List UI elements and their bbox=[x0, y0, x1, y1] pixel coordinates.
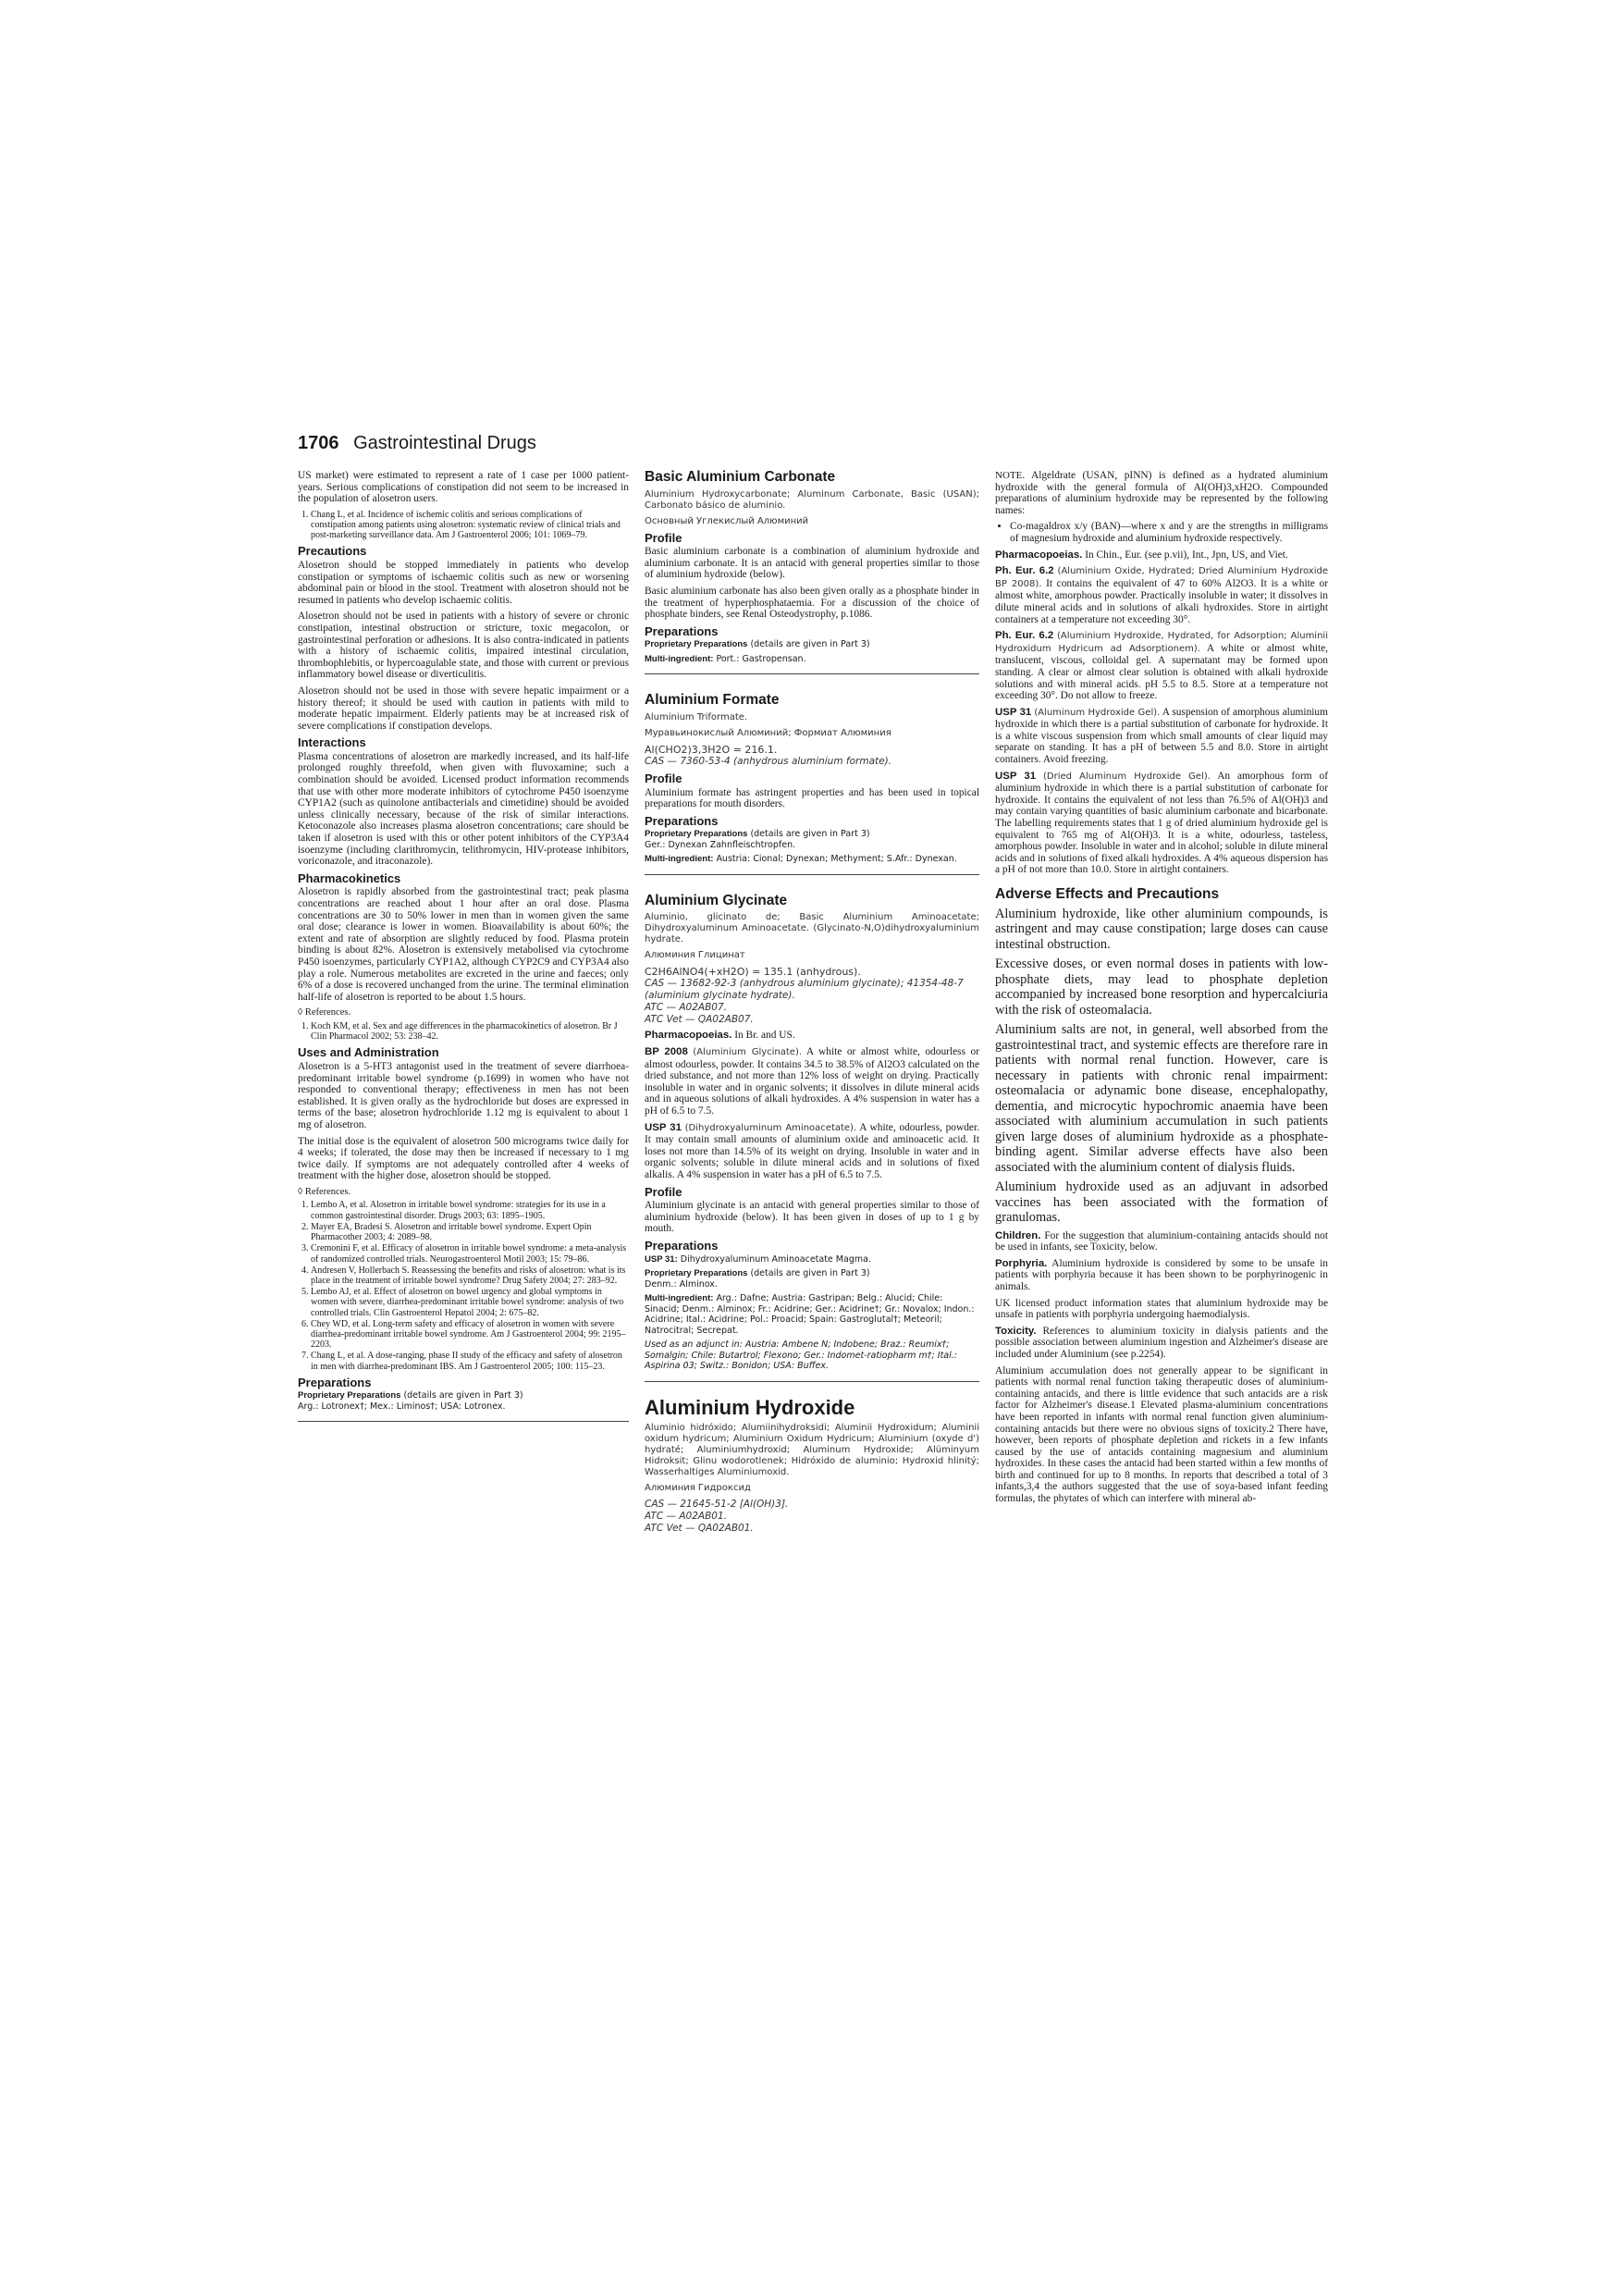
usp-label: USP 31 bbox=[995, 706, 1032, 718]
multi-ingredient-list: Port.: Gastropensan. bbox=[716, 653, 806, 664]
paragraph: Excessive doses, or even normal doses in patients with low-phosphate diets, may lead to phosphate depletion accompanied by increased bone resorption and hypercalciuria with the risk of osteomalacia. bbox=[995, 957, 1328, 1018]
proprietary-list: Arg.: Lotronex†; Mex.: Liminos†; USA: Lotronex. bbox=[298, 1401, 506, 1412]
bullet-item: • Co-magaldrox x/y (BAN)—where x and y are the strengths in milligrams of magnesium hydroxide and aluminium hydroxide respectively. bbox=[1010, 521, 1328, 544]
reference-item: 1. Lembo A, et al. Alosetron in irritable bowel syndrome: strategies for its use in a common gastrointestinal disorder. Drugs 2003; 63: 1895–1905. bbox=[311, 1200, 629, 1220]
paragraph: Aluminium glycinate is an antacid with general properties similar to those of aluminium hydroxide (below). It has been given in doses of up to 1 g by mouth. bbox=[645, 1200, 979, 1235]
pharmacopoeias bbox=[645, 1030, 979, 1042]
section-divider bbox=[298, 1421, 629, 1422]
multi-ingredient-label: Multi-ingredient: bbox=[645, 653, 714, 664]
proprietary-note: (details are given in Part 3) bbox=[750, 639, 870, 650]
usp-monograph bbox=[995, 707, 1328, 766]
usp-monograph bbox=[645, 1122, 979, 1181]
paragraph: Aluminium formate has astringent properties and has been used in topical preparations for mouth disorders. bbox=[645, 786, 979, 810]
proprietary-preparations bbox=[645, 1268, 979, 1290]
multi-ingredient-list: Arg.: Dafne; Austria: Gastripan; Belg.: Alucid; Chile: Sinacid; Denm.: Alminox; Fr.: Acidrine; Ger.: Acidrine†; Gr.: Novalox; Indon.: Acidrine; Ital.: Acidrine; Pol.: Proacid; Spain: Gastroglutal†; Meteoril; Natrocitral; Secrepat. bbox=[645, 1293, 975, 1336]
paragraph: Basic aluminium carbonate is a combination of aluminium hydroxide and aluminium carbonate. It is an antacid with general properties similar to those of aluminium hydroxide (below). bbox=[645, 546, 979, 581]
usp-prep-list: Dihydroxyaluminum Aminoacetate Magma. bbox=[680, 1253, 871, 1265]
molecular-formula: Al(CHO2)3,3H2O = 216.1. bbox=[645, 743, 778, 756]
proprietary-label: Proprietary Preparations bbox=[645, 1268, 748, 1278]
atc-vet-code: ATC Vet — QA02AB07. bbox=[645, 1014, 754, 1026]
proprietary-note: (details are given in Part 3) bbox=[403, 1390, 523, 1401]
pheur-name: (Aluminium Hydroxide, Hydrated, for Adsorption; Aluminii Hydroxidum Hydricum ad Adsorptionem). bbox=[995, 631, 1328, 654]
profile-heading: Profile bbox=[645, 771, 682, 785]
pharmacopoeias-label: Pharmacopoeias. bbox=[645, 1030, 732, 1042]
paragraph: The initial dose is the equivalent of alosetron 500 micrograms twice daily for 4 weeks; if tolerated, the dose may then be increased if necessary to 1 mg twice daily. If symptoms are not adequately controlled after 4 weeks of treatment with the higher dose, alosetron should be stopped. bbox=[298, 1135, 629, 1182]
cas-number: CAS — 7360-53-4 (anhydrous aluminium formate). bbox=[645, 755, 892, 767]
proprietary-label: Proprietary Preparations bbox=[645, 639, 748, 650]
atc-vet-code: ATC Vet — QA02AB01. bbox=[645, 1523, 754, 1535]
usp-name: (Dried Aluminum Hydroxide Gel). bbox=[1042, 771, 1211, 782]
proprietary-preparations bbox=[645, 829, 979, 850]
bullet-list bbox=[995, 521, 1328, 544]
paragraph: Aluminium salts are not, in general, well absorbed from the gastrointestinal tract, and systemic effects are therefore rare in patients with normal renal function. However, care is necessary in patients with chronic renal impairment: osteomalacia or adynamic bone disease, encephalopathy, dementia, and microcytic hypochromic anaemia have been associated with aluminium accumulation in such patients given large doses of aluminium hydroxide as a phosphate-binding agent. Similar adverse effects have also been associated with the aluminium content of dialysis fluids. bbox=[995, 1022, 1328, 1175]
pheur-name: (Aluminium Oxide, Hydrated; Dried Aluminium Hydroxide BP 2008). bbox=[995, 566, 1328, 589]
page-header bbox=[298, 433, 1326, 454]
proprietary-note: (details are given in Part 3) bbox=[750, 829, 870, 840]
column-2 bbox=[645, 470, 979, 1535]
section-divider bbox=[645, 874, 979, 875]
children-label: Children. bbox=[995, 1229, 1041, 1241]
adverse-effects-heading: Adverse Effects and Precautions bbox=[995, 886, 1220, 902]
usp-label: USP 31 bbox=[995, 770, 1037, 782]
pharmacopoeias bbox=[995, 549, 1328, 562]
porphyria-section bbox=[995, 1258, 1328, 1293]
column-1 bbox=[298, 470, 629, 1442]
molecular-formula: C2H6AlNO4(+xH2O) = 135.1 (anhydrous). bbox=[645, 966, 861, 979]
pheur-monograph bbox=[995, 565, 1328, 625]
cyrillic-name: Алюминия Гидроксид bbox=[645, 1483, 751, 1494]
bp-text: A white or almost white, odourless or almost odourless, powder. It contains 34.5 to 38.5% of Al2O3 calculated on the dried substance, and not more than 12% loss of weight on drying. Practically insoluble in water and in organic solvents; it dissolves in dilute mineral acids and in aqueous solutions of alkali hydroxides. A 4% suspension in water has a pH of 6.5 to 7.5. bbox=[645, 1046, 980, 1117]
proprietary-label: Proprietary Preparations bbox=[298, 1390, 401, 1401]
paragraph: Aluminium hydroxide, like other aluminium compounds, is astringent and may cause constipation; large doses can cause intestinal obstruction. bbox=[995, 906, 1328, 952]
usp-text: An amorphous form of aluminium hydroxide in which there is a partial substitution of carbonate for hydroxide. It contains the equivalent of not less than 76.5% of Al(OH)3 and may contain varying quantities of basic aluminium carbonate and bicarbonate. The labelling requirements states that 1 g of dried aluminium hydroxide gel is equivalent to 765 mg of Al(OH)3. It is a white, odourless, tasteless, amorphous powder. Insoluble in water and in alcohol; soluble in dilute mineral acids and in solutions of fixed alkali hydroxides. A 4% aqueous dispersion has a pH of not more than 10.0. Store in airtight containers. bbox=[995, 770, 1328, 876]
usp-text: A white, odourless, powder. It may contain small amounts of aluminium oxide and aminoacetic acid. It loses not more than 14.5% of its weight on drying. Insoluble in water and in organic solvents; soluble in dilute mineral acids and in solutions of fixed alkalis. A 4% suspension in water has a pH of 6.5 to 7.5. bbox=[645, 1121, 979, 1180]
usp-name: (Aluminum Hydroxide Gel). bbox=[1034, 707, 1161, 718]
proprietary-note: (details are given in Part 3) bbox=[750, 1268, 870, 1278]
usp-label: USP 31 bbox=[645, 1121, 682, 1133]
usp-name: (Dihydroxyaluminum Aminoacetate). bbox=[684, 1122, 857, 1133]
monograph-title-aluminium-hydroxide: Aluminium Hydroxide bbox=[645, 1395, 855, 1419]
children-section bbox=[995, 1230, 1328, 1253]
children-text: For the suggestion that aluminium-containing antacids should not be used in infants, see Toxicity, below. bbox=[995, 1229, 1328, 1253]
monograph-title-aluminium-glycinate: Aluminium Glycinate bbox=[645, 892, 788, 908]
reference-item: 4. Andresen V, Hollerbach S. Reassessing the benefits and risks of alosetron: what is its place in the treatment of irritable bowel syndrome? Drug Safety 2004; 27: 283–92. bbox=[311, 1265, 629, 1286]
multi-ingredient-list: Austria: Cional; Dynexan; Methyment; S.Afr.: Dynexan. bbox=[716, 854, 957, 865]
paragraph: Alosetron should not be used in patients with a history of severe or chronic constipation, intestinal obstruction or stricture, toxic megacolon, or gastrointestinal perforation or adhesions. It is also contra-indicated in patients with a history of ischaemic colitis, impaired intestinal circulation, thrombophlebitis, or hypercoagulable state, and those with current or previous inflammatory bowel disease or diverticulitis. bbox=[298, 611, 629, 681]
paragraph: Aluminium hydroxide used as an adjuvant in adsorbed vaccines has been associated with the formation of granulomas. bbox=[995, 1179, 1328, 1226]
monograph-title-basic-aluminium-carbonate: Basic Aluminium Carbonate bbox=[645, 469, 836, 485]
profile-heading: Profile bbox=[645, 1184, 682, 1199]
paragraph: Plasma concentrations of alosetron are markedly increased, and its half-life prolonged roughly threefold, when given with fluvoxamine; such a combination should be avoided. Licensed product information recommends that use with other more moderate inhibitors of cytochrome P450 isoenzyme CYP1A2 (such as quinolone antibacterials and cimetidine) should be avoided unless clinically necessary, because of the risk of similar interactions. Ketoconazole also increases plasma alosetron concentrations; care should be taken if alosetron is used with this or other potent inhibitors of the CYP3A4 isoenzyme (including clarithromycin, telithromycin, HIV-protease inhibitors, voriconazole, and itraconazole). bbox=[298, 750, 629, 868]
synonyms: Aluminio hidróxido; Alumiinihydroksidi; Aluminii Hydroxidum; Aluminii oxidum hydricum; Aluminium Oxidum Hydricum; Aluminium (oxyde d') hydraté; Aluminiumhydroxid; Aluminum Hydroxide; Alüminyum Hidroksit; Glinu wodorotlenek; Hidróxido de aluminio; Hydroxid hlinitý; Wasserhaltiges Aluminiumoxid. bbox=[645, 1423, 979, 1478]
pharmacokinetics-heading: Pharmacokinetics bbox=[298, 870, 401, 885]
proprietary-list: Denm.: Alminox. bbox=[645, 1278, 718, 1290]
pheur-text: A white or almost white, translucent, viscous, colloidal gel. A supernatant may be formed upon standing. A clear or almost clear solution is obtained with alkali hydroxide solutions and with mineral acids. pH 5.5 to 8.5. Store at a temperature not exceeding 30°. Do not allow to freeze. bbox=[995, 642, 1329, 702]
cyrillic-name: Алюминия Глицинат bbox=[645, 950, 745, 961]
official-preparations bbox=[645, 1254, 979, 1265]
paragraph: Alosetron should be stopped immediately in patients who develop constipation or symptoms of ischaemic colitis such as new or worsening abdominal pain or blood in the stool. Treatment with alosetron should not be resumed in patients who develop ischaemic colitis. bbox=[298, 559, 629, 606]
pheur-text: It contains the equivalent of 47 to 60% Al2O3. It is a white or almost white, amorphous powder. Practically insoluble in water; it dissolves in dilute mineral acids and in solutions of alkali hydroxides. Store in airtight containers at a temperature not exceeding 30°. bbox=[995, 577, 1328, 625]
bp-monograph bbox=[645, 1046, 979, 1117]
reference-item: 6. Chey WD, et al. Long-term safety and efficacy of alosetron in women with severe diarrhea-predominant irritable bowel syndrome. Am J Gastroenterol 2004; 99: 2195–2203. bbox=[311, 1319, 629, 1351]
atc-code: ATC — A02AB07. bbox=[645, 1002, 727, 1014]
reference-item: 1. Koch KM, et al. Sex and age differences in the pharmacokinetics of alosetron. Br J Clin Pharmacol 2002; 53: 238–42. bbox=[311, 1021, 629, 1042]
reference-item: 2. Mayer EA, Bradesi S. Alosetron and irritable bowel syndrome. Expert Opin Pharmacother 2003; 4: 2089–98. bbox=[311, 1222, 629, 1242]
references-label: ◊ References. bbox=[298, 1007, 351, 1018]
paragraph: Basic aluminium carbonate has also been given orally as a phosphate binder in the treatment of hyperphosphataemia. For a discussion of the choice of phosphate binders, see Renal Osteodystrophy, p.1086. bbox=[645, 585, 979, 621]
usp-monograph bbox=[995, 771, 1328, 876]
pheur-label: Ph. Eur. 6.2 bbox=[995, 565, 1054, 577]
preparations-heading: Preparations bbox=[645, 623, 719, 638]
paragraph: Alosetron is a 5-HT3 antagonist used in the treatment of severe diarrhoea-predominant irritable bowel syndrome (p.1699) in women who have not responded to conventional therapy; effectiveness in men has not been established. It is given orally as the hydrochloride but doses are expressed in terms of the base; alosetron hydrochloride 1.12 mg is equivalent to about 1 mg of alosetron. bbox=[298, 1060, 629, 1130]
cas-number: CAS — 13682-92-3 (anhydrous aluminium glycinate); 41354-48-7 (aluminium glycinate hydrate). bbox=[645, 978, 964, 1002]
intro-paragraph: US market) were estimated to represent a rate of 1 case per 1000 patient-years. Serious complications of constipation did not seem to be increased in the population of alosetron users. bbox=[298, 470, 629, 505]
porphyria-text: Aluminium hydroxide is considered by some to be unsafe in patients with porphyria because it has been shown to be porphyrinogenic in animals. bbox=[995, 1257, 1328, 1292]
multi-ingredient bbox=[645, 654, 979, 665]
monograph-title-aluminium-formate: Aluminium Formate bbox=[645, 692, 780, 709]
nomenclature-note bbox=[995, 470, 1328, 516]
preparations-heading: Preparations bbox=[298, 1375, 372, 1389]
pharmacopoeias-label: Pharmacopoeias. bbox=[995, 549, 1083, 561]
cas-number: CAS — 21645-51-2 [Al(OH)3]. bbox=[645, 1499, 789, 1511]
references-label: ◊ References. bbox=[298, 1186, 351, 1197]
running-head: Gastrointestinal Drugs bbox=[353, 433, 536, 453]
preparations-heading: Preparations bbox=[645, 1238, 719, 1253]
page-number: 1706 bbox=[298, 433, 339, 453]
multi-ingredient-label: Multi-ingredient: bbox=[645, 854, 714, 865]
interactions-heading: Interactions bbox=[298, 735, 366, 750]
toxicity-label: Toxicity. bbox=[995, 1325, 1037, 1337]
usp-prep-label: USP 31: bbox=[645, 1253, 678, 1265]
toxicity-text: References to aluminium toxicity in dialysis patients and the possible association between aluminium ingestion and Alzheimer's disease are included under Aluminium (see p.2254). bbox=[995, 1325, 1328, 1360]
synonyms: Aluminium Hydroxycarbonate; Aluminum Carbonate, Basic (USAN); Carbonato básico de aluminio. bbox=[645, 488, 979, 511]
synonyms: Aluminium Triformate. bbox=[645, 711, 748, 722]
reference-list bbox=[298, 1200, 629, 1371]
synonyms: Aluminio, glicinato de; Basic Aluminium Aminoacetate; Dihydroxyaluminum Aminoacetate. (Glycinato-N,O)dihydroxyaluminium hydrate. bbox=[645, 912, 979, 945]
uses-heading: Uses and Administration bbox=[298, 1045, 439, 1060]
atc-code: ATC — A02AB01. bbox=[645, 1511, 727, 1523]
paragraph: Alosetron is rapidly absorbed from the gastrointestinal tract; peak plasma concentrations are reached about 1 hour after an oral dose. Plasma concentrations are 30 to 50% lower in men than in women given the same oral dose; clearance is lower in women. Bioavailability is about 60%; the extent and rate of absorption are slightly reduced by food. Plasma protein binding is about 82%. Alosetron is extensively metabolised via cytochrome P450 isoenzymes, particularly CYP1A2, although CYP2C9 and CYP3A4 also play a role. Numerous metabolites are excreted in the urine and faeces; only 6% of a dose is recovered unchanged from the urine. The terminal elimination half-life of alosetron is reported to be about 1.5 hours. bbox=[298, 886, 629, 1003]
section-divider bbox=[645, 1381, 979, 1382]
pheur-label: Ph. Eur. 6.2 bbox=[995, 630, 1054, 642]
multi-ingredient-label: Multi-ingredient: bbox=[645, 1293, 714, 1303]
pharmacopoeias-text: In Chin., Eur. (see p.vii), Int., Jpn, US, and Viet. bbox=[1085, 549, 1288, 561]
paragraph: UK licensed product information states that aluminium hydroxide may be unsafe in patients with porphyria undergoing haemodialysis. bbox=[995, 1297, 1328, 1321]
usp-text: A suspension of amorphous aluminium hydroxide in which there is a partial substitution of carbonate for hydroxide. It is a white viscous suspension from which small amounts of clear liquid may separate on standing. It has a pH of between 5.5 and 8.0. Store in airtight containers. Avoid freezing. bbox=[995, 706, 1328, 766]
toxicity-section bbox=[995, 1326, 1328, 1361]
paragraph: Aluminium accumulation does not generally appear to be significant in patients with normal renal function taking therapeutic doses of aluminium-containing antacids, and there is little evidence that such antacids are a risk factor for Alzheimer's disease.1 Elevated plasma-aluminium concentrations have been reported in infants with normal renal function given aluminium-containing antacids but there were no obvious signs of toxicity.2 There have, however, been reports of phosphate depletion and rickets in a few infants caused by the use of antacids containing magnesium and aluminium hydroxides. In these cases the antacid had been started within a few months of birth and continued for up to 8 months. In reports that described a total of 3 infants,3,4 the authors suggested that the use of soya-based infant feeding formulas, the phytates of which can interfere with mineral ab- bbox=[995, 1364, 1328, 1505]
proprietary-preparations bbox=[645, 639, 979, 650]
cyrillic-name: Муравьинокислый Алюминий; Формиат Алюминия bbox=[645, 727, 891, 738]
pheur-monograph bbox=[995, 630, 1328, 702]
bp-label: BP 2008 bbox=[645, 1046, 688, 1057]
preparations-heading: Preparations bbox=[645, 813, 719, 828]
reference-item: 1. Chang L, et al. Incidence of ischemic colitis and serious complications of constipation among patients using alosetron: systematic review of clinical trials and post-marketing surveillance data. Am J Gastroenterol 2006; 101: 1069–79. bbox=[311, 510, 629, 541]
reference-list bbox=[298, 1021, 629, 1042]
paragraph: Alosetron should not be used in those with severe hepatic impairment or a history thereof; it should be used with caution in patients with mild to moderate hepatic impairment. Elderly patients may be at increased risk of severe complications if constipation develops. bbox=[298, 685, 629, 732]
reference-item: 3. Cremonini F, et al. Efficacy of alosetron in irritable bowel syndrome: a meta-analysis of randomized controlled trials. Neurogastroenterol Motil 2003; 15: 79–86. bbox=[311, 1243, 629, 1264]
pharmacopoeias-text: In Br. and US. bbox=[734, 1030, 795, 1042]
profile-heading: Profile bbox=[645, 530, 682, 545]
reference-list bbox=[298, 510, 629, 541]
adjunct-use: Used as an adjunct in: Austria: Ambene N; Indobene; Braz.: Reumix†; Somalgin; Chile: Butartrol; Flexono; Ger.: Indomet-ratiopharm m†; Ital.: Aspirina 03; Switz.: Bonidon; USA: Buffex. bbox=[645, 1339, 957, 1371]
proprietary-list: Ger.: Dynexan Zahnfleischtropfen. bbox=[645, 839, 796, 850]
proprietary-preparations bbox=[298, 1390, 629, 1412]
cyrillic-name: Основный Углекислый Алюминий bbox=[645, 515, 809, 526]
reference-item: 7. Chang L, et al. A dose-ranging, phase II study of the efficacy and safety of alosetron in men with diarrhea-predominant IBS. Am J Gastroenterol 2005; 100: 115–23. bbox=[311, 1351, 629, 1371]
multi-ingredient bbox=[645, 854, 979, 865]
porphyria-label: Porphyria. bbox=[995, 1257, 1048, 1269]
multi-ingredient bbox=[645, 1293, 979, 1336]
note-text: Algeldrate (USAN, pINN) is defined as a hydrated aluminium hydroxide with the general formula of Al(OH)3,xH2O. Compounded preparations of aluminium hydroxide may be represented by the following names: bbox=[995, 470, 1329, 516]
precautions-heading: Precautions bbox=[298, 544, 367, 559]
proprietary-label: Proprietary Preparations bbox=[645, 829, 748, 840]
section-divider bbox=[645, 673, 979, 674]
column-3 bbox=[995, 470, 1328, 1510]
note-label: NOTE. bbox=[995, 470, 1026, 481]
bp-name: (Aluminium Glycinate). bbox=[693, 1047, 803, 1057]
reference-item: 5. Lembo AJ, et al. Effect of alosetron on bowel urgency and global symptoms in women with severe, diarrhea-predominant irritable bowel syndrome: analysis of two controlled trials. Clin Gastroenterol Hepatol 2004; 2: 675–82. bbox=[311, 1287, 629, 1318]
